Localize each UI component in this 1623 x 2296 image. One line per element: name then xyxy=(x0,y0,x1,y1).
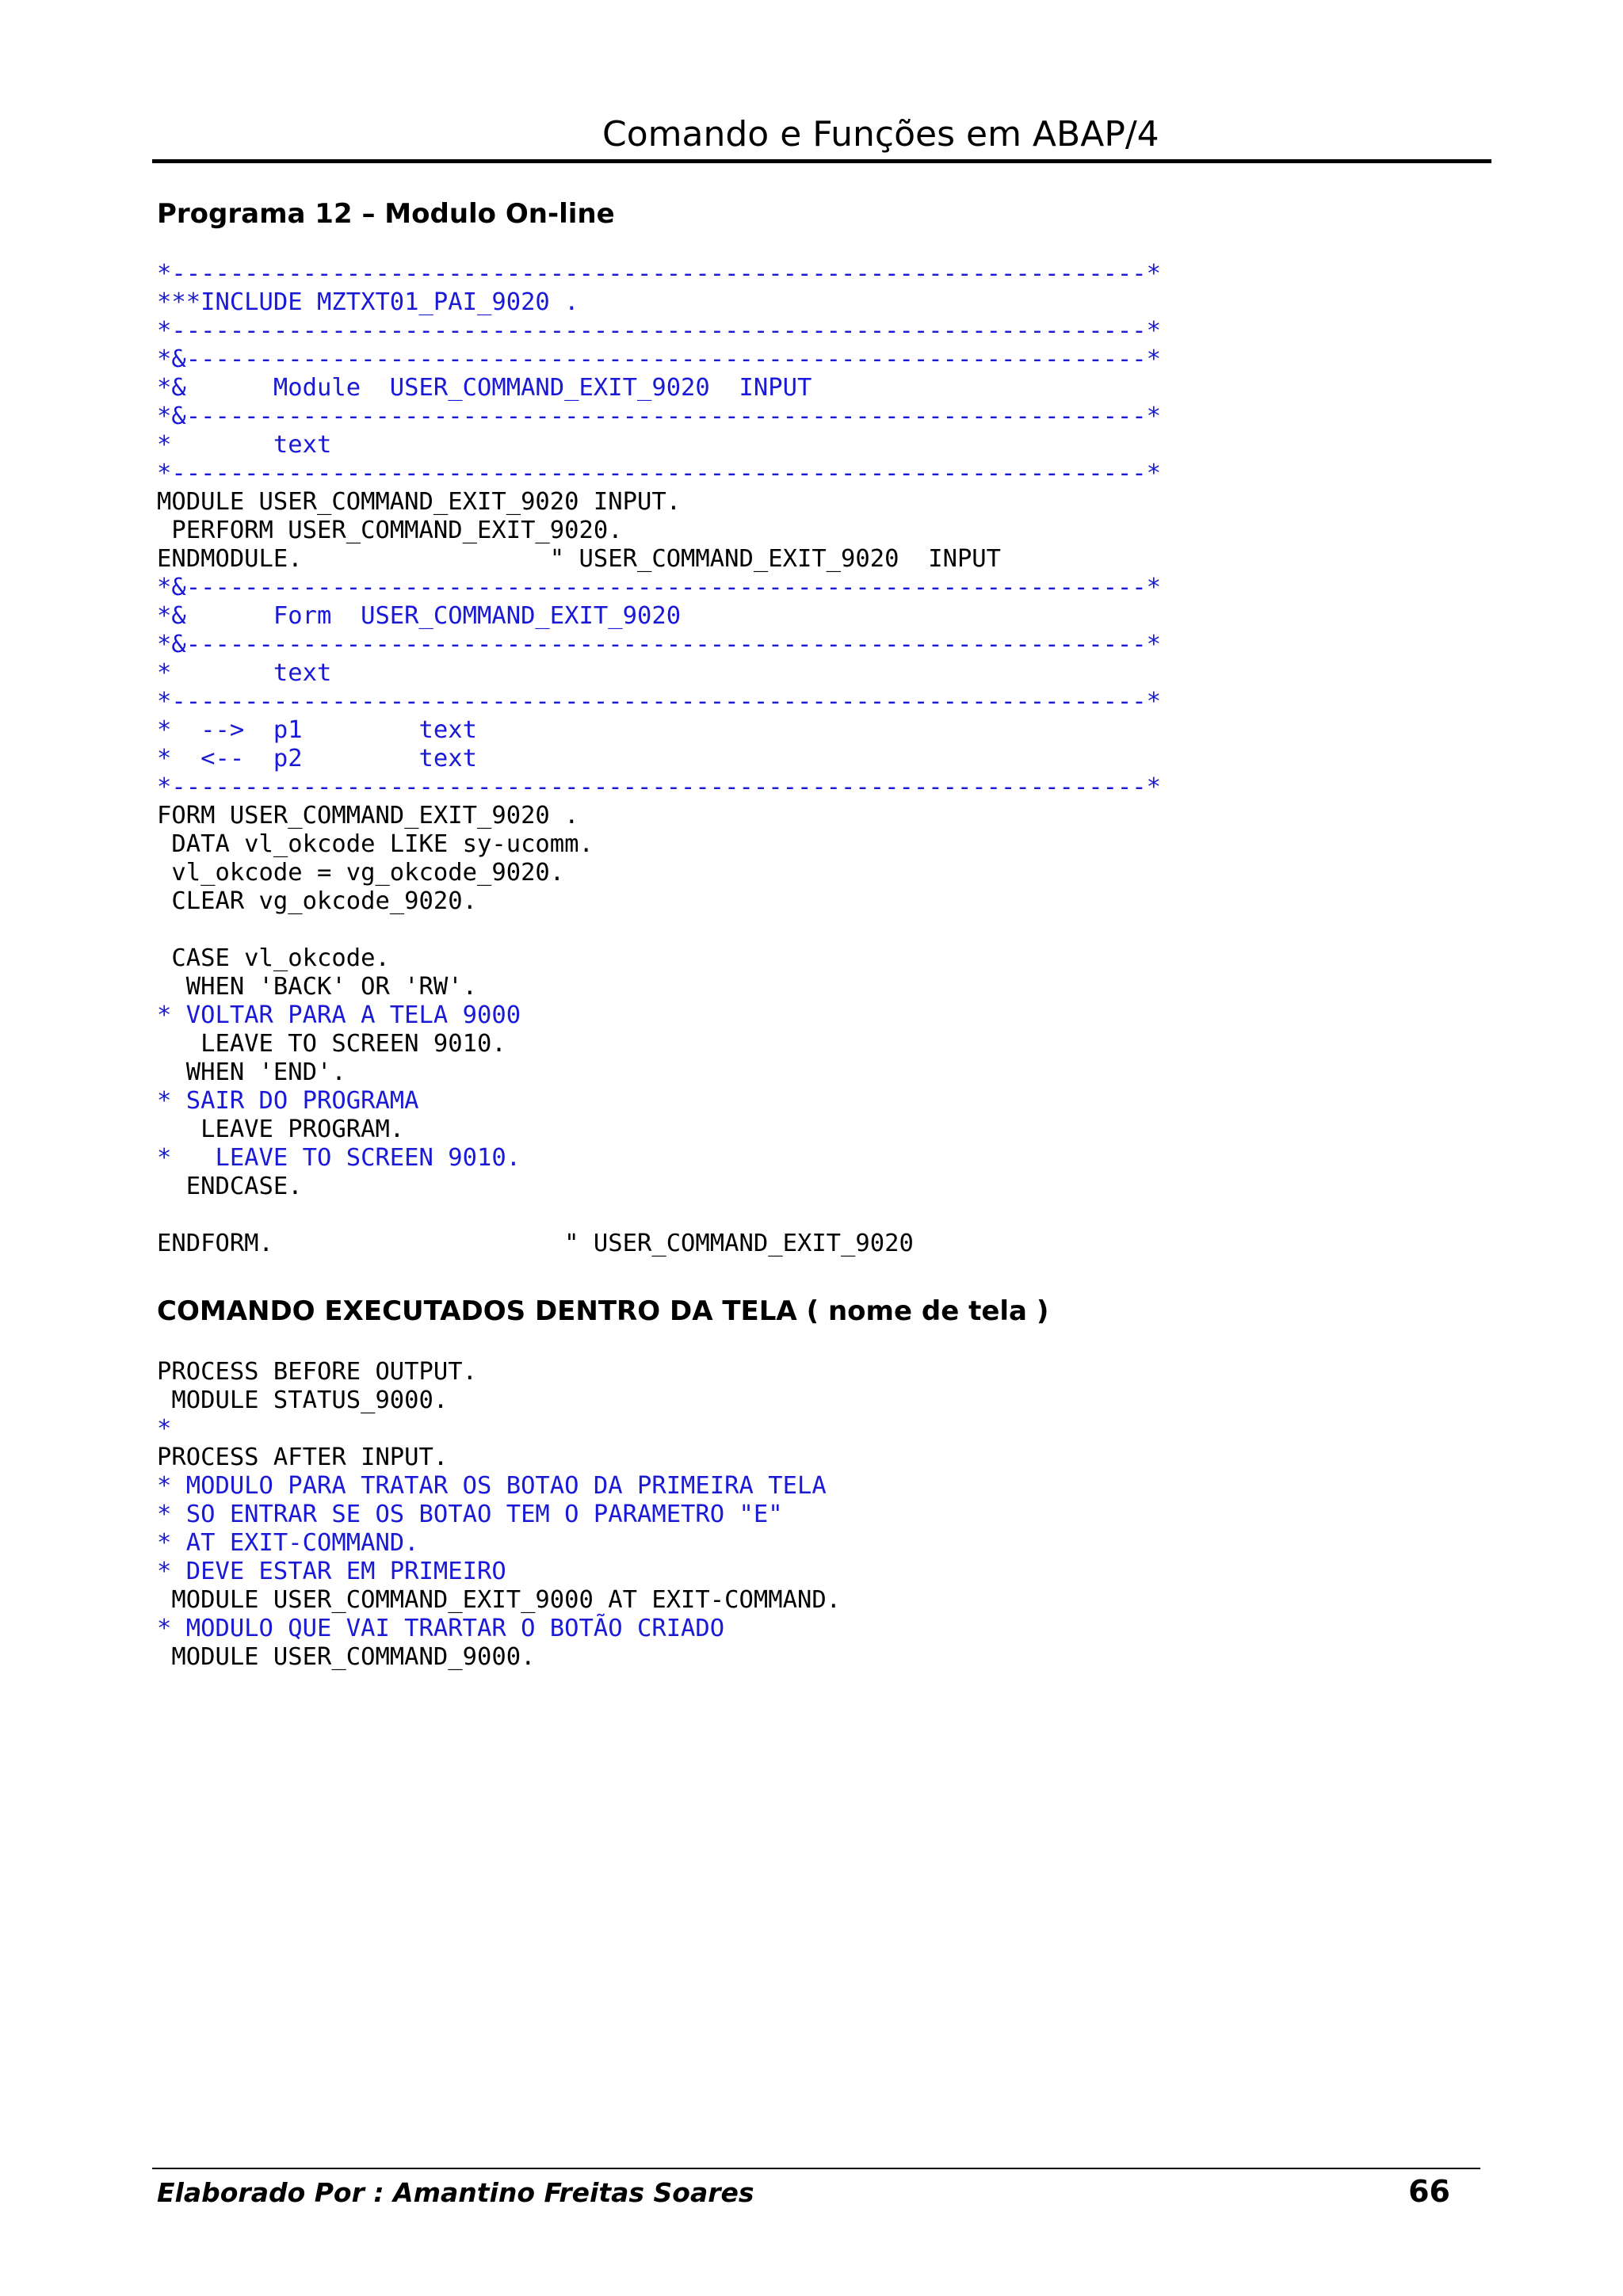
code-comment-line: *&------------------------------------------------------------------* xyxy=(157,631,1162,658)
code-line: MODULE USER_COMMAND_EXIT_9000 AT EXIT-COMMAND. xyxy=(157,1586,842,1614)
code-comment-line: *-------------------------------------------------------------------* xyxy=(157,688,1162,715)
code-line: ENDFORM. " USER_COMMAND_EXIT_9020 xyxy=(157,1230,914,1257)
code-comment-line: * --> p1 text xyxy=(157,716,477,744)
code-comment-line: *-------------------------------------------------------------------* xyxy=(157,460,1162,487)
code-comment-line: * <-- p2 text xyxy=(157,745,477,772)
code-comment-line: * text xyxy=(157,431,332,459)
code-line: PROCESS AFTER INPUT. xyxy=(157,1444,449,1471)
code-comment-line: * SO ENTRAR SE OS BOTAO TEM O PARAMETRO "E" xyxy=(157,1501,783,1528)
code-comment-line: * SAIR DO PROGRAMA xyxy=(157,1087,419,1115)
code-line: MODULE USER_COMMAND_9000. xyxy=(157,1643,536,1671)
code-line: DATA vl_okcode LIKE sy-ucomm. xyxy=(157,830,594,858)
screen-commands-title: COMANDO EXECUTADOS DENTRO DA TELA ( nome de tela ) xyxy=(157,1295,1049,1327)
code-line: LEAVE PROGRAM. xyxy=(157,1116,405,1143)
code-comment-line: * MODULO PARA TRATAR OS BOTAO DA PRIMEIRA TELA xyxy=(157,1472,827,1500)
code-line: ENDCASE. xyxy=(157,1173,303,1200)
code-line: MODULE USER_COMMAND_EXIT_9020 INPUT. xyxy=(157,488,682,516)
header-rule xyxy=(152,159,1491,163)
code-comment-line: *-------------------------------------------------------------------* xyxy=(157,773,1162,801)
code-line: ENDMODULE. " USER_COMMAND_EXIT_9020 INPUT xyxy=(157,545,1002,573)
code-comment-line: * VOLTAR PARA A TELA 9000 xyxy=(157,1001,521,1029)
code-comment-line: * LEAVE TO SCREEN 9010. xyxy=(157,1144,521,1172)
code-line: vl_okcode = vg_okcode_9020. xyxy=(157,859,565,887)
code-line: LEAVE TO SCREEN 9010. xyxy=(157,1030,506,1058)
header-title: Comando e Funções em ABAP/4 xyxy=(602,114,1159,154)
code-line: PROCESS BEFORE OUTPUT. xyxy=(157,1358,477,1386)
page-number: 66 xyxy=(1408,2174,1450,2209)
code-comment-line: * AT EXIT-COMMAND. xyxy=(157,1529,419,1557)
code-comment-line: *&------------------------------------------------------------------* xyxy=(157,345,1162,373)
code-comment-line: * MODULO QUE VAI TRARTAR O BOTÃO CRIADO xyxy=(157,1615,725,1642)
code-comment-line: *&------------------------------------------------------------------* xyxy=(157,402,1162,430)
code-block-screen-flow xyxy=(157,1358,841,1672)
program-title: Programa 12 – Modulo On-line xyxy=(157,198,615,230)
code-comment-line: *& Form USER_COMMAND_EXIT_9020 xyxy=(157,602,682,630)
code-comment-line: * text xyxy=(157,659,332,687)
code-line: WHEN 'BACK' OR 'RW'. xyxy=(157,973,477,1001)
code-line: FORM USER_COMMAND_EXIT_9020 . xyxy=(157,802,579,830)
code-line: PERFORM USER_COMMAND_EXIT_9020. xyxy=(157,517,623,544)
code-comment-line: *&------------------------------------------------------------------* xyxy=(157,574,1162,601)
footer-author: Elaborado Por : Amantino Freitas Soares xyxy=(157,2177,754,2208)
code-comment-line: *-------------------------------------------------------------------* xyxy=(157,260,1162,288)
code-line: CLEAR vg_okcode_9020. xyxy=(157,887,477,915)
code-block-module xyxy=(157,260,1161,1258)
footer-rule xyxy=(152,2168,1480,2169)
code-comment-line: *-------------------------------------------------------------------* xyxy=(157,317,1162,345)
code-line xyxy=(157,916,1161,944)
code-comment-line: *& Module USER_COMMAND_EXIT_9020 INPUT xyxy=(157,374,812,402)
code-line: WHEN 'END'. xyxy=(157,1058,346,1086)
code-line: MODULE STATUS_9000. xyxy=(157,1386,449,1414)
code-comment-line: ***INCLUDE MZTXT01_PAI_9020 . xyxy=(157,288,579,316)
code-comment-line: * xyxy=(157,1415,172,1443)
code-line xyxy=(157,1201,1161,1230)
code-line: CASE vl_okcode. xyxy=(157,944,390,972)
code-comment-line: * DEVE ESTAR EM PRIMEIRO xyxy=(157,1558,506,1585)
